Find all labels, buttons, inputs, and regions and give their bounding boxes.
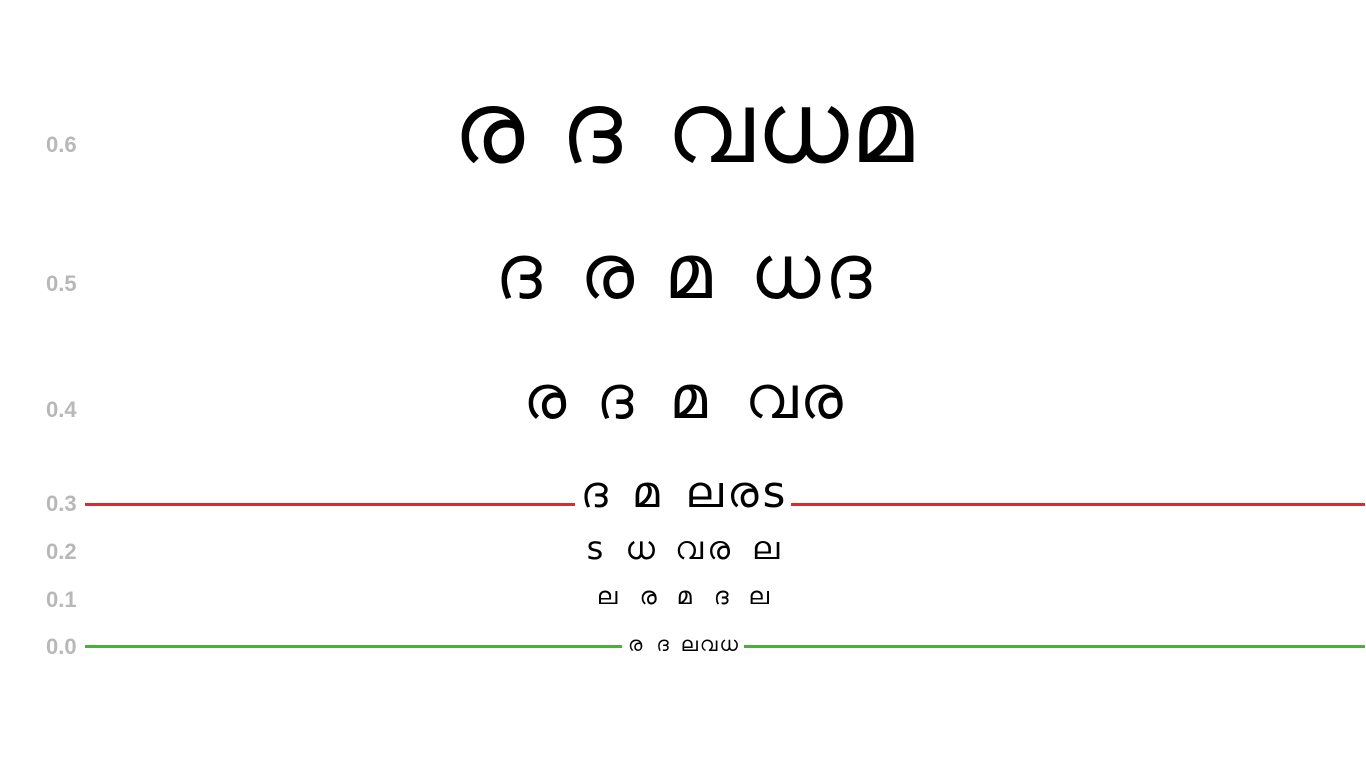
acuity-label-0-6: 0.6 <box>46 132 77 157</box>
optotype-letter: വ <box>674 529 704 567</box>
optotype-letter: ദ <box>580 467 608 518</box>
optotype-row-0-5 <box>0 227 1366 316</box>
optotype-letter: മ <box>850 69 914 186</box>
optotype-letter: വ <box>665 69 754 186</box>
optotype-letter: ധ <box>755 69 849 186</box>
optotype-letter: ല <box>680 632 698 656</box>
optotype-letter: വ <box>699 632 718 656</box>
optotype-letter: മ <box>664 227 712 316</box>
optotype-letter: ര <box>727 467 759 518</box>
optotype-letter: ര <box>523 363 567 433</box>
optotype-letter: ര <box>628 632 643 656</box>
optotype-letter: വ <box>745 363 798 433</box>
optotype-row-0-4 <box>0 363 1366 433</box>
optotype-letter: ല <box>748 582 770 610</box>
optotype-row-0-3 <box>0 467 1366 518</box>
optotype-letter: ദ <box>494 227 542 316</box>
optotype-letter: മ <box>676 582 692 610</box>
optotype-letter: ല <box>596 582 618 610</box>
optotype-letter: ര <box>452 69 525 186</box>
optotype-letter: s <box>586 529 604 567</box>
optotype-letter: ധ <box>719 632 738 656</box>
optotype-letter: ര <box>707 529 731 567</box>
optotype-letter: ല <box>752 529 780 567</box>
optotype-letter: ല <box>685 467 723 518</box>
acuity-label-0-1: 0.1 <box>46 587 77 612</box>
optotype-letter: ധ <box>749 227 821 316</box>
optotype-letter: മ <box>669 363 708 433</box>
acuity-label-0-3: 0.3 <box>46 491 77 516</box>
optotype-row-0-1 <box>0 584 1366 608</box>
optotype-letter: മ <box>631 467 660 518</box>
optotype-row-0-2 <box>0 529 1366 567</box>
optotype-letter: ദ <box>596 363 634 433</box>
optotype-letter: s <box>762 467 786 518</box>
optotype-row-0-0 <box>0 634 1366 654</box>
optotype-letter: ധ <box>625 529 655 567</box>
acuity-label-0-4: 0.4 <box>46 397 77 422</box>
optotype-letter: ര <box>799 363 843 433</box>
optotype-letter: ദ <box>656 632 669 656</box>
optotype-letter: ദ <box>560 69 622 186</box>
optotype-letter: ദ <box>713 582 729 610</box>
acuity-label-0-5: 0.5 <box>46 271 77 296</box>
optotype-letter: ര <box>579 227 635 316</box>
acuity-label-0-2: 0.2 <box>46 539 77 564</box>
acuity-label-0-0: 0.0 <box>46 634 77 659</box>
optotype-letter: ര <box>639 582 657 610</box>
optotype-row-0-6 <box>0 69 1366 186</box>
optotype-letter: ദ <box>824 227 872 316</box>
